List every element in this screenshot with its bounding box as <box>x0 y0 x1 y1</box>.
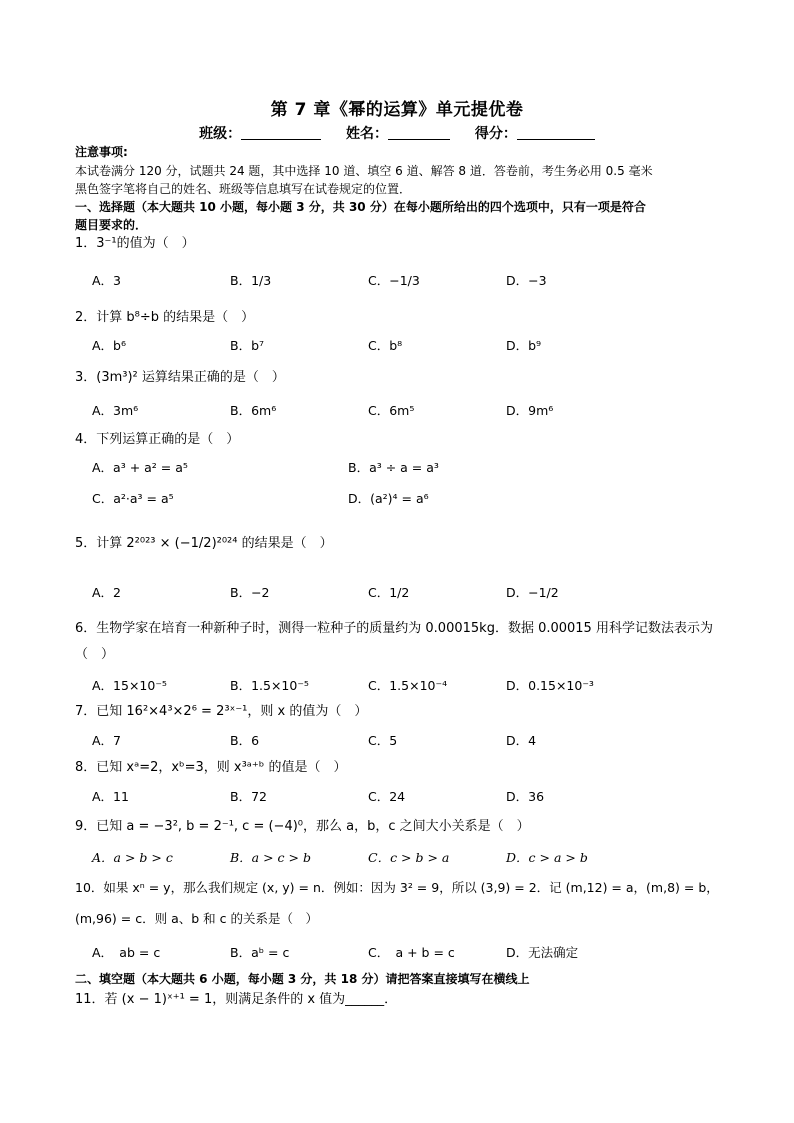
option-a[interactable]: A．11 <box>92 789 129 804</box>
option-d[interactable]: D．0.15×10⁻³ <box>506 678 594 693</box>
question-10-stem: 10．如果 xⁿ = y，那么我们规定 (x, y) = n．例如：因为 3² = 9，所以 (3,9) = 2．记 (m,12) = a，(m,8) = b， <box>75 880 719 895</box>
option-a[interactable]: A．2 <box>92 585 122 600</box>
question-11-stem: 11．若 (x − 1)ˣ⁺¹ = 1，则满足条件的 x 值为______． <box>75 992 398 1007</box>
question-4-options-row1 <box>92 458 724 476</box>
question-3-stem: 3．(3m³)² 运算结果正确的是（ ） <box>75 370 285 385</box>
option-b[interactable]: B．72 <box>230 789 267 804</box>
option-c[interactable]: C．1.5×10⁻⁴ <box>368 678 448 693</box>
option-a[interactable]: A．15×10⁻⁵ <box>92 678 167 693</box>
option-a[interactable]: A．b⁶ <box>92 338 126 353</box>
name-blank[interactable] <box>388 125 450 140</box>
option-d[interactable]: D．36 <box>506 789 545 804</box>
option-b[interactable]: B．6m⁶ <box>230 403 277 418</box>
section1-line-1: 一、选择题（本大题共 10 小题，每小题 3 分，共 30 分）在每小题所给出的四个选项中，只有一项是符合 <box>75 200 646 214</box>
question-8-stem: 8．已知 xᵃ=2，xᵇ=3，则 x³ᵃ⁺ᵇ 的值是（ ） <box>75 760 347 775</box>
question-8-options <box>92 787 724 805</box>
class-blank[interactable] <box>241 125 321 140</box>
question-2-stem: 2．计算 b⁸÷b 的结果是（ ） <box>75 310 255 325</box>
notice-heading: 注意事项: <box>75 145 128 159</box>
question-5-options <box>92 583 724 601</box>
option-d[interactable]: D．4 <box>506 733 537 748</box>
option-c[interactable]: C．5 <box>368 733 398 748</box>
score-label: 得分： <box>474 126 517 142</box>
option-d[interactable]: D．(a²)⁴ = a⁶ <box>348 491 429 506</box>
student-info-line <box>0 123 794 143</box>
option-d[interactable]: D．9m⁶ <box>506 403 554 418</box>
question-6-stem: 6．生物学家在培育一种新种子时，测得一粒种子的质量约为 0.00015kg．数据 0.00015 用科学记数法表示为 <box>75 621 713 636</box>
question-9-stem: 9．已知 a = −3², b = 2⁻¹, c = (−4)⁰，那么 a，b，c 之间大小关系是（ ） <box>75 819 530 834</box>
question-5-stem: 5．计算 2²⁰²³ × (−1/2)²⁰²⁴ 的结果是（ ） <box>75 536 333 551</box>
notice-line-1: 本试卷满分 120 分，试题共 24 题，其中选择 10 道、填空 6 道、解答 8 道．答卷前，考生务必用 0.5 毫米 <box>75 164 653 178</box>
option-b[interactable]: B．a > c > b <box>230 850 311 865</box>
question-3-options <box>92 401 724 419</box>
question-6-stem-cont: （ ） <box>75 647 115 662</box>
section1-line-2: 题目要求的． <box>75 218 148 232</box>
option-b[interactable]: B．aᵇ = c <box>230 945 290 960</box>
option-b[interactable]: B．1.5×10⁻⁵ <box>230 678 309 693</box>
option-b[interactable]: B．a³ ÷ a = a³ <box>348 460 439 475</box>
question-4-stem: 4．下列运算正确的是（ ） <box>75 432 240 447</box>
question-6-options <box>92 676 724 694</box>
option-a[interactable]: A．a > b > c <box>92 850 173 865</box>
option-b[interactable]: B．−2 <box>230 585 270 600</box>
class-label: 班级： <box>199 126 242 142</box>
option-c[interactable]: C．1/2 <box>368 585 410 600</box>
question-7-stem: 7．已知 16²×4³×2⁶ = 2³ˣ⁻¹，则 x 的值为（ ） <box>75 704 368 719</box>
question-9-options <box>92 848 724 866</box>
option-d[interactable]: D．b⁹ <box>506 338 542 353</box>
option-a[interactable]: A．3m⁶ <box>92 403 139 418</box>
option-c[interactable]: C．24 <box>368 789 406 804</box>
option-c[interactable]: C．−1/3 <box>368 273 420 288</box>
option-a[interactable]: A．3 <box>92 273 122 288</box>
page-title: 第 7 章《幂的运算》单元提优卷 <box>270 100 524 120</box>
score-blank[interactable] <box>517 125 595 140</box>
option-b[interactable]: B．6 <box>230 733 260 748</box>
option-c[interactable]: C．6m⁵ <box>368 403 415 418</box>
option-d[interactable]: D．−3 <box>506 273 547 288</box>
option-b[interactable]: B．1/3 <box>230 273 272 288</box>
option-c[interactable]: C．b⁸ <box>368 338 403 353</box>
question-1-stem: 1．3⁻¹的值为（ ） <box>75 236 195 251</box>
option-c[interactable]: C．a²·a³ = a⁵ <box>92 491 174 506</box>
question-10-stem-cont: (m,96) = c．则 a、b 和 c 的关系是（ ） <box>75 911 318 926</box>
section2-heading: 二、填空题（本大题共 6 小题，每小题 3 分，共 18 分）请把答案直接填写在横线上 <box>75 972 530 986</box>
option-c[interactable]: C． a + b = c <box>368 945 455 960</box>
option-b[interactable]: B．b⁷ <box>230 338 265 353</box>
question-1-options <box>92 271 724 289</box>
option-d[interactable]: D．−1/2 <box>506 585 559 600</box>
question-4-options-row2 <box>92 489 724 507</box>
question-7-options <box>92 731 724 749</box>
name-label: 姓名： <box>346 126 388 142</box>
option-a[interactable]: A． ab = c <box>92 945 161 960</box>
option-c[interactable]: C．c > b > a <box>368 850 450 865</box>
notice-line-2: 黑色签字笔将自己的姓名、班级等信息填写在试卷规定的位置． <box>75 182 412 196</box>
option-d[interactable]: D．无法确定 <box>506 945 579 960</box>
option-a[interactable]: A．7 <box>92 733 122 748</box>
option-a[interactable]: A．a³ + a² = a⁵ <box>92 460 188 475</box>
question-10-options <box>92 943 724 961</box>
option-d[interactable]: D．c > a > b <box>506 850 588 865</box>
question-2-options <box>92 336 724 354</box>
